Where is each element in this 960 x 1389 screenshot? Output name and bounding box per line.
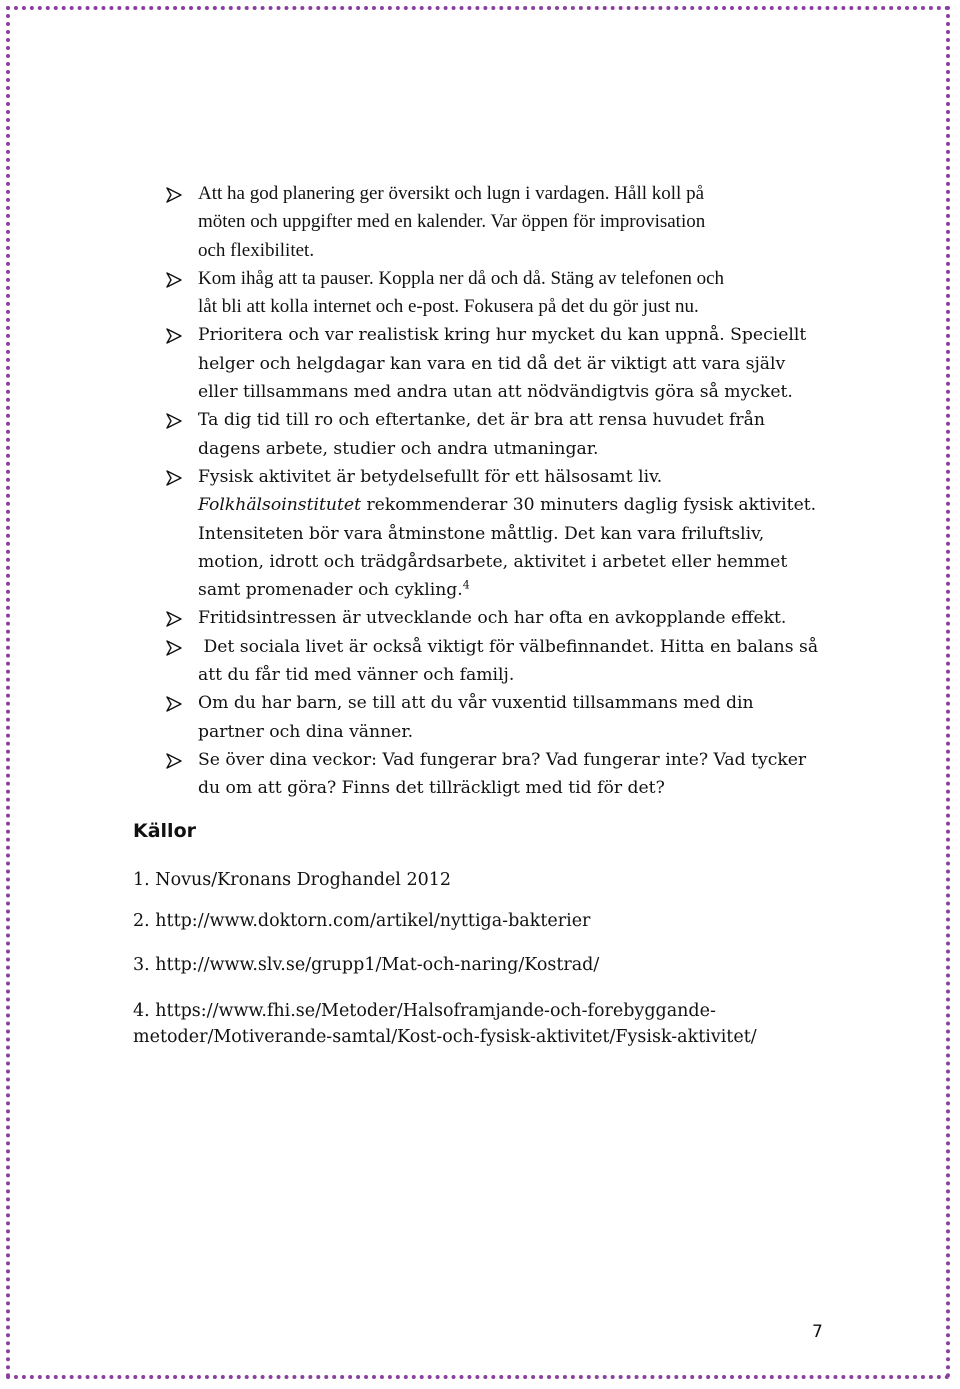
list-item-text [198, 576, 856, 604]
arrow-bullet-icon [166, 265, 188, 293]
list-item [166, 633, 856, 690]
list-item [166, 604, 856, 632]
source-item: 1. Novus/Kronans Droghandel 2012 [133, 870, 451, 890]
list-item-text: Fritidsintressen är utvecklande och har ofta en avkopplande effekt. [198, 608, 787, 629]
page-number: 7 [812, 1322, 823, 1342]
list-item-text: möten och uppgifter med en kalender. Var öppen för improvisation [198, 211, 706, 233]
arrow-bullet-icon [166, 746, 188, 774]
list-item [166, 180, 856, 265]
list-item-text: Ta dig tid till ro och eftertanke, det är bra att rensa huvudet från [198, 410, 765, 431]
list-item-text: Intensiteten bör vara åtminstone måttlig. Det kan vara friluftsliv, [198, 523, 765, 544]
source-link[interactable]: 3. http://www.slv.se/grupp1/Mat-och-naring/Kostrad/ [133, 955, 600, 975]
list-item-text: Fysisk aktivitet är betydelsefullt för ett hälsosamt liv. [198, 466, 663, 487]
list-item-text: och flexibilitet. [198, 239, 315, 261]
arrow-bullet-icon [166, 604, 188, 632]
list-item-text [198, 491, 856, 519]
arrow-bullet-icon [166, 689, 188, 717]
list-item-text: samt promenader och cykling. [198, 580, 463, 601]
list-item-text: eller tillsammans med andra utan att nödvändigtvis göra så mycket. [198, 382, 793, 403]
organization-name: Folkhälsoinstitutet [198, 495, 361, 516]
list-item [166, 746, 856, 803]
list-item-text: Om du har barn, se till att du vår vuxentid tillsammans med din [198, 693, 754, 714]
arrow-bullet-icon [166, 463, 188, 491]
list-item [166, 321, 856, 406]
list-item [166, 463, 856, 604]
arrow-bullet-icon [166, 406, 188, 434]
list-item-text: Kom ihåg att ta pauser. Koppla ner då och då. Stäng av telefonen och [198, 267, 725, 289]
advice-list [166, 180, 856, 803]
list-item-text: motion, idrott och trädgårdsarbete, aktivitet i arbetet eller hemmet [198, 551, 788, 572]
list-item-text: rekommenderar 30 minuters daglig fysisk aktivitet. [360, 495, 817, 516]
list-item-text: Prioritera och var realistisk kring hur mycket du kan uppnå. Speciellt [198, 325, 807, 346]
arrow-bullet-icon [166, 633, 188, 661]
source-link[interactable]: 2. http://www.doktorn.com/artikel/nyttiga-bakterier [133, 911, 591, 931]
footnote-ref: 4 [462, 578, 470, 592]
list-item [166, 406, 856, 463]
source-link[interactable]: 4. https://www.fhi.se/Metoder/Halsoframjande-och-forebyggande- [133, 1001, 716, 1021]
list-item-text: dagens arbete, studier och andra utmaningar. [198, 438, 599, 459]
list-item-text: Att ha god planering ger översikt och lugn i vardagen. Håll koll på [198, 183, 705, 204]
list-item-text: låt bli att kolla internet och e-post. Fokusera på det du gör just nu. [198, 296, 699, 318]
list-item-text: Det sociala livet är också viktigt för välbefinnandet. Hitta en balans så [198, 636, 819, 657]
list-item [166, 689, 856, 746]
list-item-text: partner och dina vänner. [198, 721, 414, 742]
list-item-text: helger och helgdagar kan vara en tid då det är viktigt att vara själv [198, 353, 786, 374]
list-item-text: Se över dina veckor: Vad fungerar bra? Vad fungerar inte? Vad tycker [198, 749, 807, 770]
list-item-text: att du får tid med vänner och familj. [198, 665, 515, 686]
arrow-bullet-icon [166, 321, 188, 349]
arrow-bullet-icon [166, 180, 188, 208]
list-item-text: du om att göra? Finns det tillräckligt med tid för det? [198, 778, 665, 799]
sources-heading: Källor [133, 820, 196, 842]
list-item [166, 265, 856, 322]
source-link-continuation[interactable]: metoder/Motiverande-samtal/Kost-och-fysisk-aktivitet/Fysisk-aktivitet/ [133, 1027, 757, 1047]
